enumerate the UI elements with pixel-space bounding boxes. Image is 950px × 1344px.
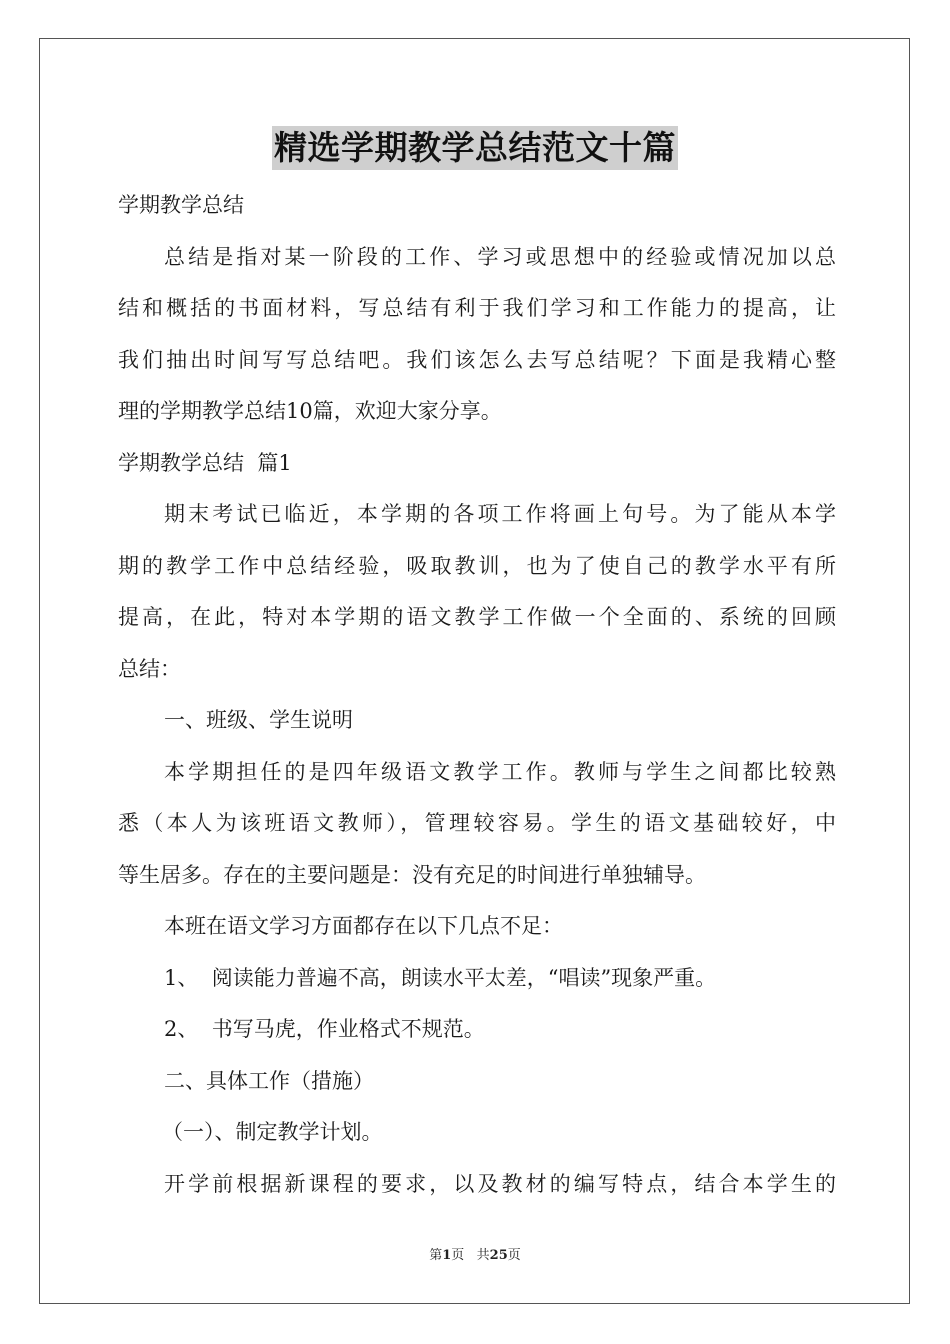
paragraph-line: 提高，在此，特对本学期的语文教学工作做一个全面的、系统的回顾 bbox=[118, 605, 836, 629]
document-title: 精选学期教学总结范文十篇 bbox=[272, 126, 678, 170]
paragraph-line: 我们抽出时间写写总结吧。我们该怎么去写总结呢？下面是我精心整 bbox=[118, 347, 836, 372]
title-container bbox=[0, 126, 950, 170]
paragraph-line: 本班在语文学习方面都存在以下几点不足： bbox=[164, 914, 563, 938]
paragraph-line: 开学前根据新课程的要求，以及教材的编写特点，结合本学生的 bbox=[164, 1171, 836, 1196]
paragraph-line: 期末考试已临近，本学期的各项工作将画上句号。为了能从本学 bbox=[164, 502, 836, 526]
footer-suffix: 页 bbox=[507, 1248, 521, 1263]
paragraph-line: 总结： bbox=[118, 656, 181, 681]
list-item: 1、 阅读能力普遍不高，朗读水平太差，“唱读”现象严重。 bbox=[164, 965, 717, 990]
paragraph-line: 理的学期教学总结10篇，欢迎大家分享。 bbox=[118, 399, 502, 423]
footer-total-pages: 25 bbox=[489, 1248, 508, 1263]
paragraph-line: 结和概括的书面材料，写总结有利于我们学习和工作能力的提高，让 bbox=[118, 296, 836, 320]
paragraph-line: 等生居多。存在的主要问题是：没有充足的时间进行单独辅导。 bbox=[118, 862, 706, 887]
footer-middle: 页 共 bbox=[451, 1248, 490, 1263]
document-body bbox=[118, 180, 836, 1210]
page-footer bbox=[0, 1247, 950, 1265]
section-heading: 学期教学总结 篇1 bbox=[118, 450, 292, 475]
subsection-heading: 一、班级、学生说明 bbox=[164, 708, 353, 732]
paragraph-line: 本学期担任的是四年级语文教学工作。教师与学生之间都比较熟 bbox=[164, 759, 836, 784]
subsection-heading: 二、具体工作（措施） bbox=[164, 1068, 374, 1093]
paragraph-line: 期的教学工作中总结经验，吸取教训，也为了使自己的教学水平有所 bbox=[118, 553, 836, 578]
subsection-heading: （一）、制定教学计划。 bbox=[162, 1120, 383, 1144]
paragraph-line: 悉（本人为该班语文教师），管理较容易。学生的语文基础较好，中 bbox=[118, 811, 836, 835]
section-heading: 学期教学总结 bbox=[118, 193, 244, 217]
footer-current-page: 1 bbox=[442, 1248, 452, 1263]
paragraph-line: 总结是指对某一阶段的工作、学习或思想中的经验或情况加以总 bbox=[164, 244, 836, 269]
list-item: 2、 书写马虎，作业格式不规范。 bbox=[164, 1017, 485, 1041]
footer-prefix: 第 bbox=[429, 1248, 443, 1263]
